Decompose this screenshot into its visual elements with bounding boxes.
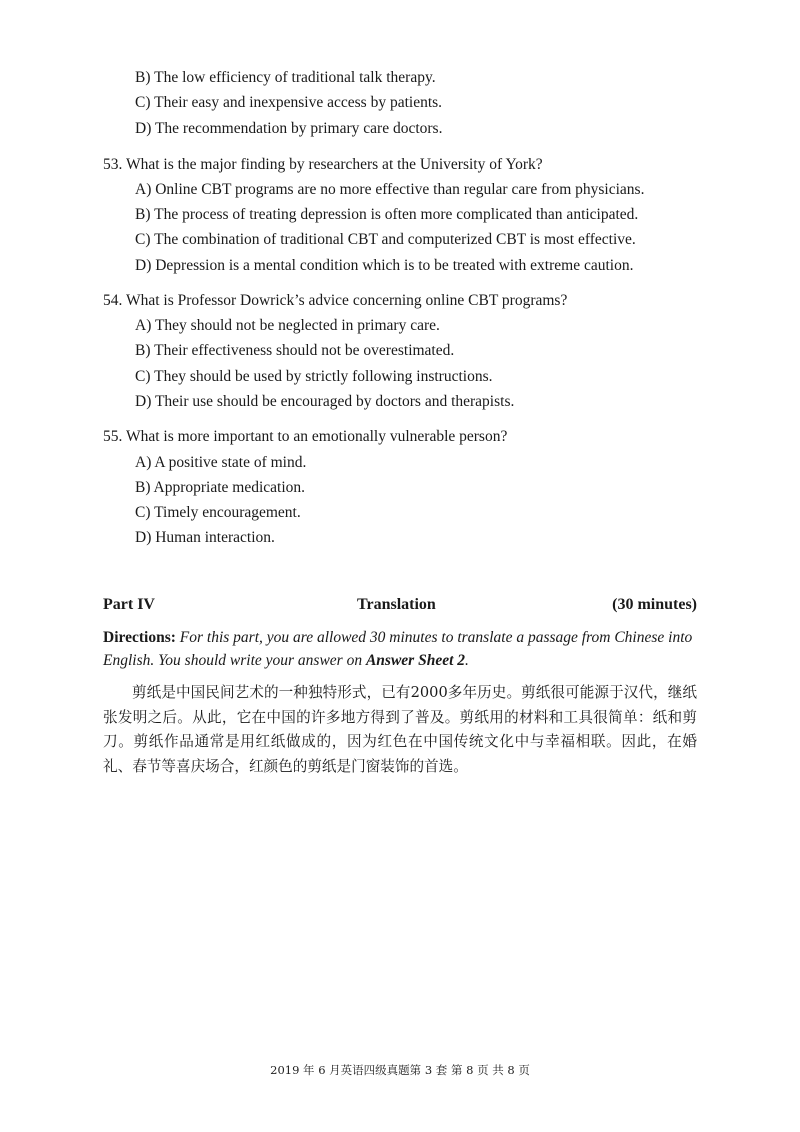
page-footer: 2019 年 6 月英语四级真题第 3 套 第 8 页 共 8 页	[270, 1063, 530, 1077]
directions-label: Directions:	[103, 629, 176, 646]
q54-option-a: A) They should not be neglected in primary care.	[135, 317, 440, 334]
q54-option-b: B) Their effectiveness should not be overestimated.	[135, 342, 455, 359]
directions-text: For this part, you are allowed 30 minutes to translate a passage from Chinese into English. You should write your answer on	[103, 629, 693, 669]
answer-sheet-ref: Answer Sheet 2	[365, 652, 466, 669]
part-label: Part IV	[103, 596, 155, 613]
q52-option-d: D) The recommendation by primary care doctors.	[135, 120, 443, 137]
part-header	[103, 594, 697, 616]
directions	[103, 626, 703, 672]
part-title: Translation	[357, 596, 436, 613]
q55-option-c: C) Timely encouragement.	[135, 504, 301, 521]
q54-option-c: C) They should be used by strictly following instructions.	[135, 368, 493, 385]
q52-option-c: C) Their easy and inexpensive access by patients.	[135, 94, 443, 111]
q55-option-b: B) Appropriate medication.	[135, 479, 306, 496]
q53-option-d: D) Depression is a mental condition which is to be treated with extreme caution.	[135, 257, 634, 274]
translation-passage: 剪纸是中国民间艺术的一种独特形式，已有2000多年历史。剪纸很可能源于汉代，继纸张发明之后。从此，它在中国的许多地方得到了普及。剪纸用的材料和工具很简单：纸和剪刀。剪纸作品通常是用红纸做成的，因为红色在中国传统文化中与幸福相联。因此，在婚礼、春节等喜庆场合，红颜色的剪纸是门窗装饰的首选。	[103, 684, 697, 775]
directions-end: .	[465, 652, 469, 669]
q53-option-a: A) Online CBT programs are no more effective than regular care from physicians.	[135, 181, 645, 198]
q53-question: 53. What is the major finding by researchers at the University of York?	[103, 156, 543, 173]
q55-option-d: D) Human interaction.	[135, 529, 275, 546]
q53-option-b: B) The process of treating depression is often more complicated than anticipated.	[135, 206, 639, 223]
q52-option-b: B) The low efficiency of traditional talk therapy.	[135, 69, 436, 86]
q55-question: 55. What is more important to an emotionally vulnerable person?	[103, 428, 508, 445]
q53-option-c: C) The combination of traditional CBT and computerized CBT is most effective.	[135, 231, 636, 248]
q54-question: 54. What is Professor Dowrick’s advice concerning online CBT programs?	[103, 292, 568, 309]
part-time: (30 minutes)	[612, 596, 697, 613]
q55-option-a: A) A positive state of mind.	[135, 454, 307, 471]
q54-option-d: D) Their use should be encouraged by doctors and therapists.	[135, 393, 515, 410]
